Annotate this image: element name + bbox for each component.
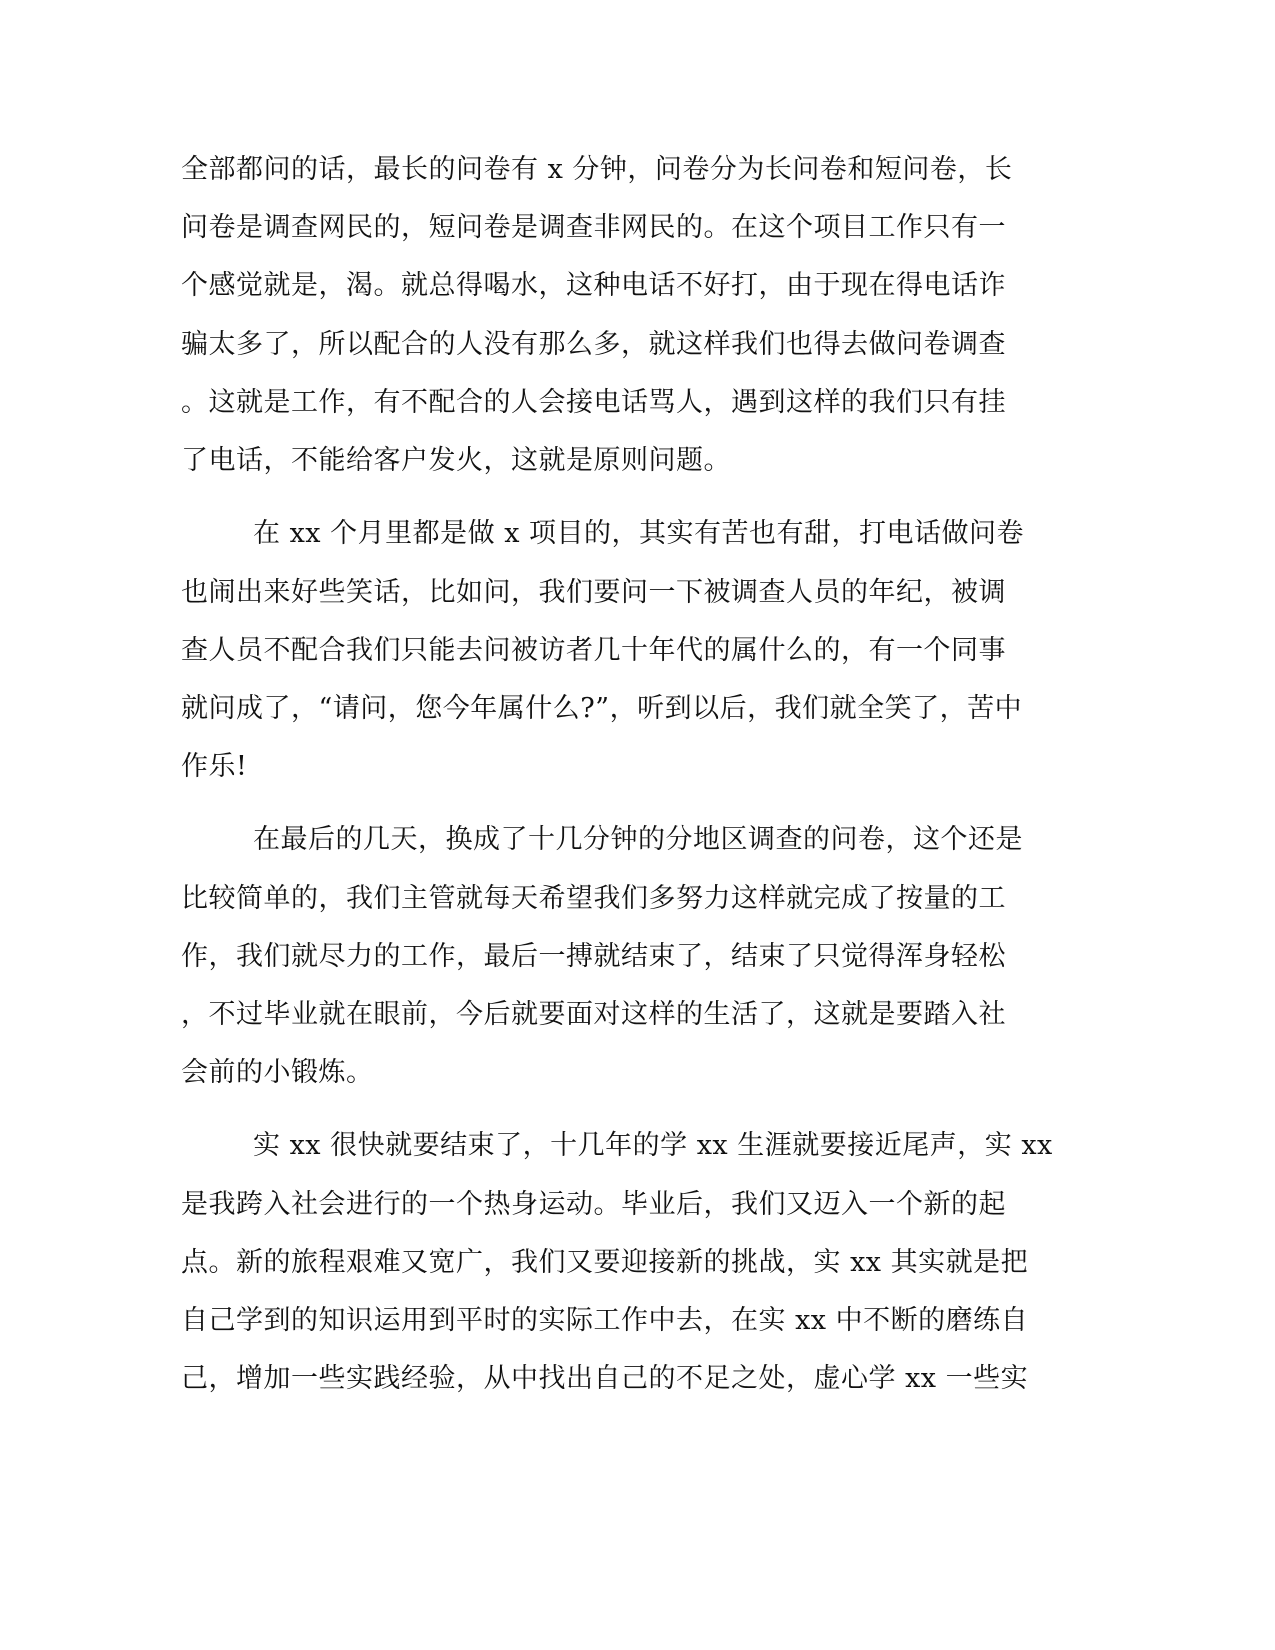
text-line: 作乐! [181, 751, 248, 782]
text-line: 全部都问的话，最长的问卷有 x 分钟，问卷分为长问卷和短问卷，长 [181, 154, 1013, 185]
paragraph-first-line: 实 xx 很快就要结束了，十几年的学 xx 生涯就要接近尾声，实 xx [253, 1130, 1053, 1161]
text-line: 比较简单的，我们主管就每天希望我们多努力这样就完成了按量的工 [181, 883, 1006, 914]
text-line: 自己学到的知识运用到平时的实际工作中去，在实 xx 中不断的磨练自 [181, 1305, 1029, 1336]
paragraph-first-line: 在 xx 个月里都是做 x 项目的，其实有苦也有甜，打电话做问卷 [253, 518, 1025, 549]
paragraph-first-line: 在最后的几天，换成了十几分钟的分地区调查的问卷，这个还是 [253, 824, 1023, 855]
text-line: 了电话，不能给客户发火，这就是原则问题。 [181, 445, 731, 476]
text-line: 问卷是调查网民的，短问卷是调查非网民的。在这个项目工作只有一 [181, 212, 1006, 243]
text-line: 会前的小锻炼。 [181, 1057, 374, 1088]
text-line: ，不过毕业就在眼前，今后就要面对这样的生活了，这就是要踏入社 [181, 999, 1006, 1030]
text-line: 是我跨入社会进行的一个热身运动。毕业后，我们又迈入一个新的起 [181, 1189, 1006, 1220]
text-line: 查人员不配合我们只能去问被访者几十年代的属什么的，有一个同事 [181, 635, 1006, 666]
text-line: 个感觉就是，渴。就总得喝水，这种电话不好打，由于现在得电话诈 [181, 270, 1006, 301]
text-line: 骗太多了，所以配合的人没有那么多，就这样我们也得去做问卷调查 [181, 329, 1006, 360]
text-line: 。这就是工作，有不配合的人会接电话骂人，遇到这样的我们只有挂 [181, 387, 1006, 418]
text-line: 点。新的旅程艰难又宽广，我们又要迎接新的挑战，实 xx 其实就是把 [181, 1247, 1029, 1278]
text-line: 也闹出来好些笑话，比如问，我们要问一下被调查人员的年纪，被调 [181, 577, 1006, 608]
text-line: 就问成了，“请问，您今年属什么?”，听到以后，我们就全笑了，苦中 [181, 693, 1023, 724]
text-line: 己，增加一些实践经验，从中找出自己的不足之处，虚心学 xx 一些实 [181, 1363, 1029, 1394]
text-line: 作，我们就尽力的工作，最后一搏就结束了，结束了只觉得浑身轻松 [181, 941, 1006, 972]
